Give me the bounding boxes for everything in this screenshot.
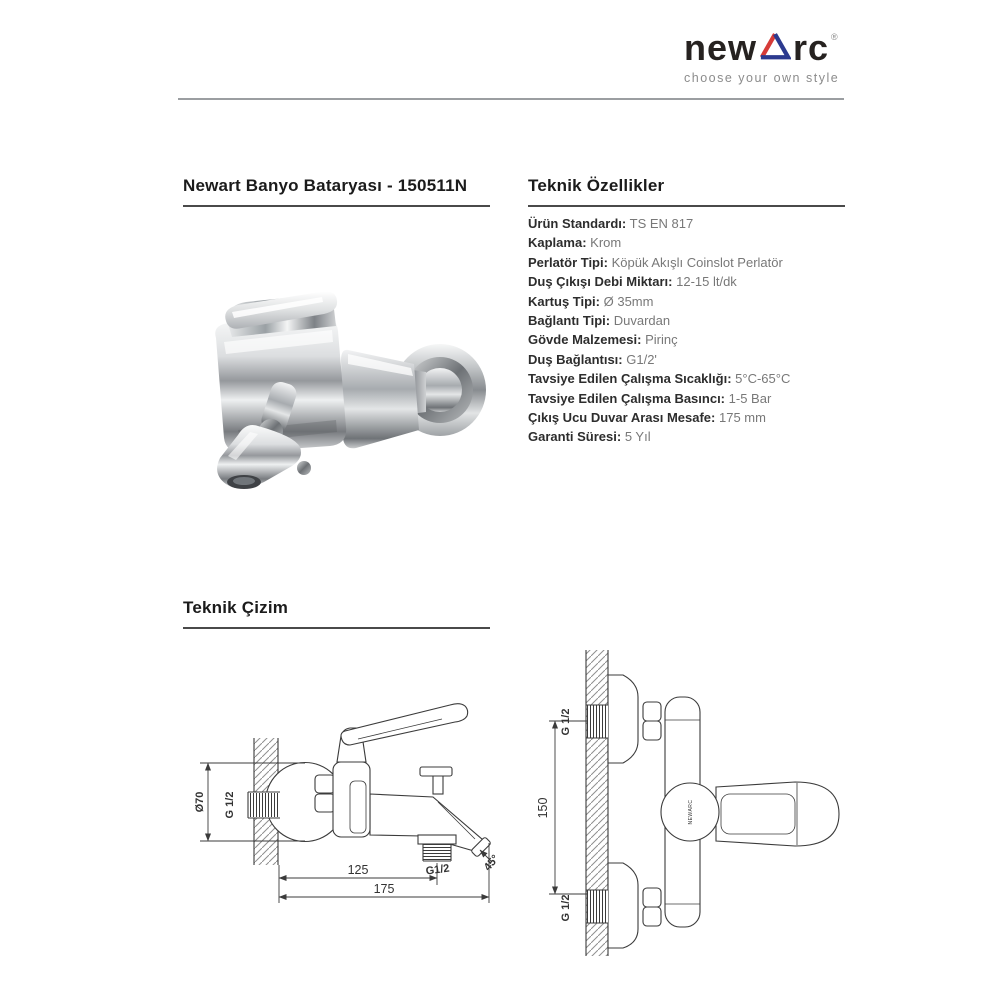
product-title: Newart Banyo Bataryası - 150511N: [183, 176, 490, 207]
spec-row: [528, 408, 868, 427]
spec-value: 175 mm: [719, 410, 766, 426]
mixer-body: [333, 762, 370, 837]
spec-value: 5 Yıl: [624, 429, 651, 445]
spec-row: [528, 214, 868, 233]
wall-thread: [248, 792, 280, 818]
lever-handle: [337, 704, 468, 762]
spec-row: [528, 330, 868, 349]
wall-thread-label: G 1/2: [224, 791, 236, 819]
spec-value: Köpük Akışlı Coinslot Perlatör: [611, 254, 783, 270]
header-divider: [178, 98, 844, 100]
spec-label: Garanti Süresi:: [528, 429, 622, 445]
outlet-thread-label: G1/2: [424, 862, 451, 878]
lever-handle: [716, 782, 839, 846]
spec-label: Tavsiye Edilen Çalışma Basıncı:: [528, 390, 726, 406]
spec-value: Krom: [590, 235, 622, 251]
dimension-125: 125: [347, 863, 369, 877]
spec-value: 1-5 Bar: [728, 390, 772, 406]
spec-value: Ø 35mm: [603, 293, 654, 309]
spec-value: Duvardan: [613, 313, 671, 329]
spec-row: [528, 350, 868, 369]
spec-value: 12-15 lt/dk: [676, 274, 737, 290]
dimension-height-lines: [549, 721, 587, 894]
spec-row: [528, 389, 868, 408]
spec-row: [528, 427, 868, 446]
faucet-right-arm: [341, 350, 419, 448]
top-thread-label: G 1/2: [560, 708, 572, 736]
spec-label: Ürün Standardı:: [528, 216, 627, 231]
bottom-thread-label: G 1/2: [560, 894, 572, 922]
spec-row: [528, 311, 868, 330]
body-brand-mark: NEWARC: [688, 799, 694, 825]
spec-row: [528, 272, 868, 291]
spec-value: G1/2': [626, 351, 657, 367]
spec-label: Perlatör Tipi:: [528, 254, 608, 270]
spec-value: Pirinç: [645, 332, 678, 348]
registered-mark: ®: [831, 32, 838, 42]
spec-row: [528, 253, 868, 272]
spec-label: Duş Çıkışı Debi Miktarı:: [528, 274, 673, 290]
product-photo: [198, 280, 488, 500]
technical-drawing-side-view: [192, 645, 502, 955]
spec-label: Kartuş Tipi:: [528, 293, 600, 309]
diverter-knob: [420, 767, 452, 794]
specs-list: [528, 214, 868, 447]
technical-drawing-front-view: [535, 642, 865, 962]
spec-label: Gövde Malzemesi:: [528, 332, 642, 348]
logo-text-prefix: new: [684, 27, 758, 68]
spec-label: Tavsiye Edilen Çalışma Sıcaklığı:: [528, 371, 732, 387]
logo-triangle-red-stroke: [762, 34, 775, 57]
spec-label: Duş Bağlantısı:: [528, 351, 623, 367]
spec-row: [528, 369, 868, 388]
dimension-150: 150: [536, 797, 550, 819]
brand-tagline: choose your own style: [684, 71, 840, 85]
logo-text-suffix: rc: [793, 27, 830, 68]
brand-logo-word: [684, 27, 859, 68]
specs-title: Teknik Özellikler: [528, 176, 845, 207]
brand-logo: [684, 27, 859, 85]
bottom-outlet: [418, 835, 456, 861]
spec-row: [528, 292, 868, 311]
spec-value: 5°C-65°C: [735, 371, 791, 387]
spec-value: TS EN 817: [629, 216, 694, 231]
logo-triangle-icon: [759, 31, 791, 60]
diameter-label: Ø70: [194, 791, 206, 813]
dimension-175: 175: [373, 882, 395, 896]
drawing-title: Teknik Çizim: [183, 598, 490, 629]
spec-label: Kaplama:: [528, 235, 587, 251]
spec-label: Çıkış Ucu Duvar Arası Mesafe:: [528, 410, 716, 426]
spec-row: [528, 233, 868, 252]
angle-label: 45°: [481, 852, 502, 874]
spec-label: Bağlantı Tipi:: [528, 313, 611, 329]
